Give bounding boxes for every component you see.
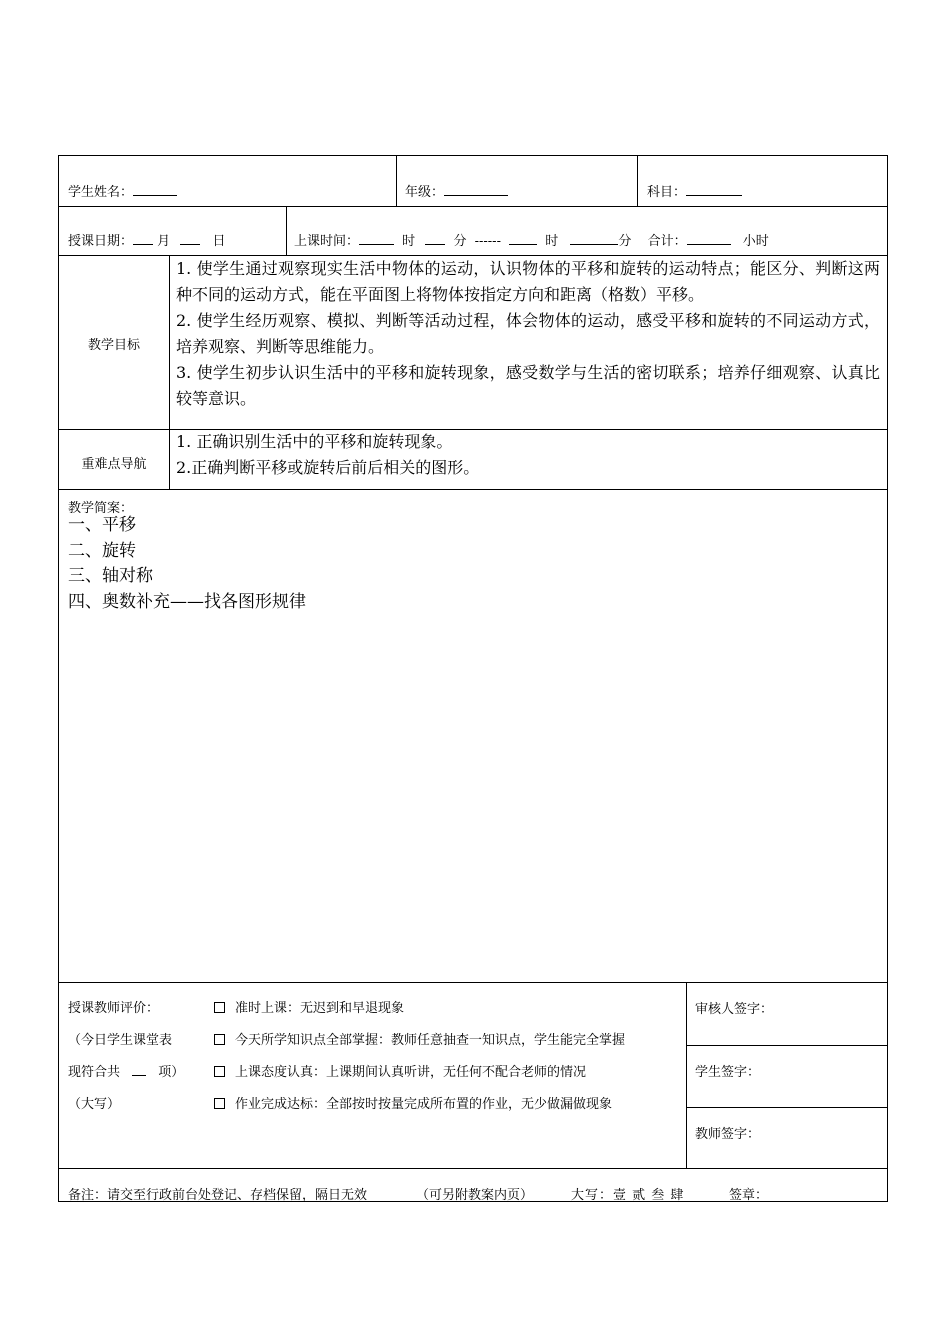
check-label: 作业完成达标：全部按时按量完成所布置的作业，无少做漏做现象 [235, 1097, 613, 1112]
class-time-field[interactable] [294, 230, 769, 249]
objective-item: 2. 使学生经历观察、模拟、判断等活动过程，体会物体的运动，感受平移和旋转的不同运动方式，培养观察、判断等思维能力。 [176, 311, 880, 356]
plan-item: 二、旋转 [68, 540, 136, 561]
student-name-field[interactable] [68, 181, 177, 200]
objective-item: 1. 使学生通过观察现实生活中物体的运动，认识物体的平移和旋转的运动特点；能区分、判断这两种不同的运动方式，能在平面图上将物体按指定方向和距离（格数）平移。 [176, 259, 880, 304]
check-label: 准时上课：无迟到和早退现象 [235, 1001, 405, 1016]
checkbox[interactable] [214, 1098, 225, 1109]
time-separator: ------ [474, 234, 501, 249]
plan-item: 四、奥数补充——找各图形规律 [68, 591, 306, 612]
checkbox[interactable] [214, 1066, 225, 1077]
check-punctual[interactable] [214, 997, 404, 1016]
grade-label: 年级： [405, 185, 445, 200]
hours-unit: 小时 [742, 234, 769, 249]
footer-stamp[interactable]: 签章： [729, 1188, 769, 1203]
key-points-label: 重难点导航 [81, 457, 147, 472]
hour-label: 时 [402, 234, 416, 249]
student-name-blank[interactable] [133, 183, 177, 196]
evaluation-note-1: （今日学生课堂表 [68, 1033, 173, 1048]
row-divider [59, 489, 887, 490]
footer-capital-numbers: 大写：壹 贰 叁 肆 [571, 1188, 685, 1203]
reviewer-signature[interactable]: 审核人签字： [695, 1002, 774, 1017]
footer-attach-note: （可另附教案内页） [416, 1188, 534, 1203]
evaluation-note-2 [68, 1061, 184, 1080]
col-divider [396, 156, 397, 206]
checkbox[interactable] [214, 1034, 225, 1045]
plan-list [68, 513, 306, 615]
check-homework[interactable] [214, 1093, 612, 1112]
start-hour-blank[interactable] [359, 232, 394, 245]
check-label: 今天所学知识点全部掌握：教师任意抽查一知识点，学生能完全掌握 [235, 1033, 626, 1048]
end-minute-blank[interactable] [570, 232, 618, 245]
col-divider [286, 206, 287, 255]
month-label: 月 [157, 234, 171, 249]
month-blank[interactable] [133, 232, 153, 245]
evaluation-note-3: （大写） [68, 1097, 121, 1112]
class-time-label: 上课时间： [294, 234, 360, 249]
sign-divider [686, 1045, 887, 1046]
key-point-item: 1. 正确识别生活中的平移和旋转现象。 [176, 432, 453, 451]
lesson-date-field[interactable] [68, 230, 225, 249]
grade-field[interactable] [405, 181, 508, 200]
col-divider [637, 156, 638, 206]
teacher-signature[interactable]: 教师签字： [695, 1127, 761, 1142]
day-label: 日 [212, 234, 226, 249]
evaluation-title: 授课教师评价： [68, 1001, 160, 1016]
sign-divider [686, 1107, 887, 1108]
student-signature[interactable]: 学生签字： [695, 1065, 761, 1080]
plan-label: 教学简案： [68, 501, 134, 516]
objectives-label: 教学目标 [87, 338, 140, 353]
subject-blank[interactable] [686, 183, 742, 196]
subject-field[interactable] [647, 181, 742, 200]
subject-label: 科目： [647, 185, 687, 200]
check-label: 上课态度认真：上课期间认真听讲，无任何不配合老师的情况 [235, 1065, 587, 1080]
lesson-record-form [58, 155, 888, 1202]
end-hour-blank[interactable] [509, 232, 537, 245]
footer-note: 备注：请交至行政前台处登记、存档保留，隔日无效 [68, 1188, 368, 1203]
row-divider [59, 206, 887, 207]
student-name-label: 学生姓名： [68, 185, 134, 200]
key-points-content [176, 429, 880, 481]
evaluation-count-suffix: 项） [158, 1065, 185, 1080]
check-mastery[interactable] [214, 1029, 625, 1048]
objective-item: 3. 使学生初步认识生活中的平移和旋转现象，感受数学与生活的密切联系；培养仔细观察、认真比较等意识。 [176, 363, 880, 408]
total-label: 合计： [647, 234, 687, 249]
hour-label: 时 [545, 234, 559, 249]
objectives-content [176, 256, 880, 412]
evaluation-count-blank[interactable] [132, 1063, 146, 1076]
start-minute-blank[interactable] [425, 232, 445, 245]
total-hours-blank[interactable] [687, 232, 731, 245]
key-point-item: 2.正确判断平移或旋转后前后相关的图形。 [176, 458, 480, 477]
checkbox[interactable] [214, 1002, 225, 1013]
day-blank[interactable] [180, 232, 200, 245]
grade-blank[interactable] [444, 183, 508, 196]
minute-label: 分 [453, 234, 467, 249]
plan-item: 一、平移 [68, 515, 136, 535]
check-attitude[interactable] [214, 1061, 586, 1080]
evaluation-count-prefix: 现符合共 [68, 1065, 121, 1080]
row-divider [59, 982, 887, 983]
minute-label: 分 [618, 234, 632, 249]
col-divider [169, 255, 170, 489]
lesson-date-label: 授课日期： [68, 234, 134, 249]
row-divider [59, 1168, 887, 1169]
col-divider [686, 982, 687, 1168]
plan-item: 三、轴对称 [68, 566, 153, 586]
